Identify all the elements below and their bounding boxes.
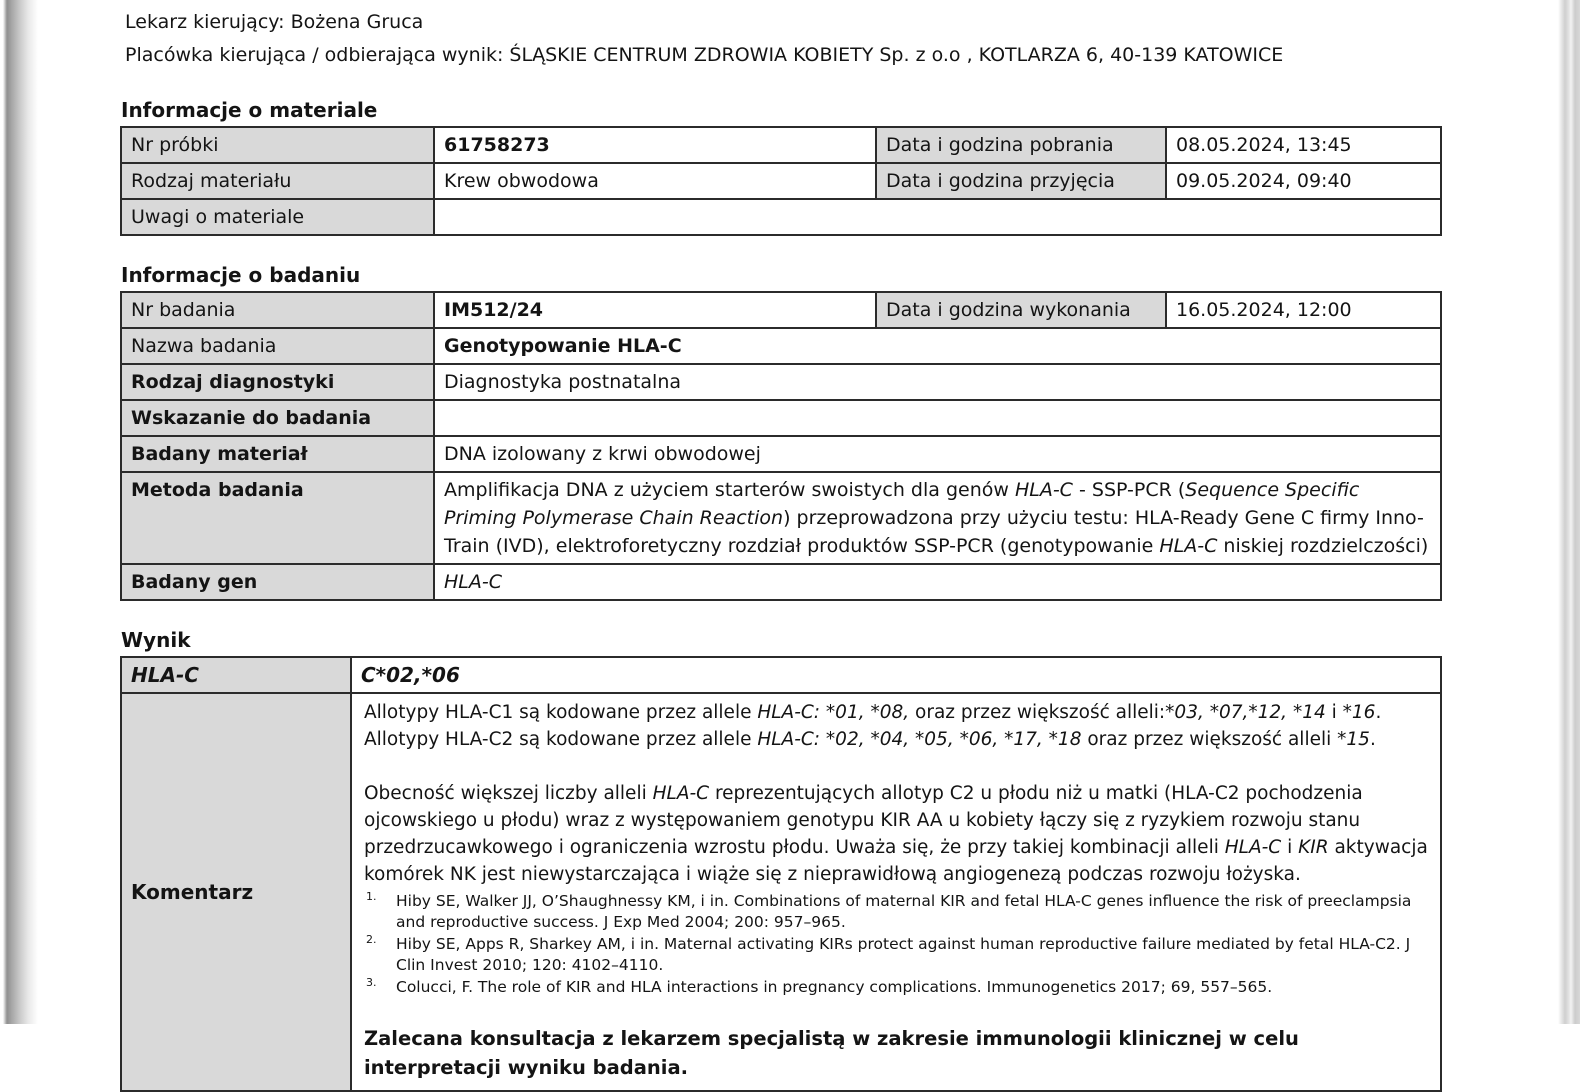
table-row <box>121 364 1441 400</box>
table-row <box>121 657 1441 693</box>
result-genotype-value: C*02,*06 <box>351 657 1441 693</box>
scan-left-edge <box>0 0 38 1024</box>
indication-value <box>434 400 1441 436</box>
tested-gene-value: HLA-C <box>434 564 1441 600</box>
table-row <box>121 436 1441 472</box>
report-page <box>120 6 1440 1092</box>
sample-number-value: 61758273 <box>434 127 876 163</box>
indication-label: Wskazanie do badania <box>121 400 434 436</box>
diagnostics-type-value: Diagnostyka postnatalna <box>434 364 1441 400</box>
tested-material-value: DNA izolowany z krwi obwodowej <box>434 436 1441 472</box>
sample-number-label: Nr próbki <box>121 127 434 163</box>
material-info-table <box>120 126 1442 236</box>
table-row <box>121 564 1441 600</box>
table-row <box>121 292 1441 328</box>
test-info-table <box>120 291 1442 601</box>
received-datetime-value: 09.05.2024, 09:40 <box>1166 163 1441 199</box>
collection-datetime-value: 08.05.2024, 13:45 <box>1166 127 1441 163</box>
table-row <box>121 693 1441 1091</box>
reference-item: 3. Colucci, F. The role of KIR and HLA interactions in pregnancy complications. Immunogenetics 2017; 69, 557–565. <box>366 976 1273 996</box>
material-info-title: Informacje o materiale <box>121 98 378 122</box>
result-gene-label: HLA-C <box>121 657 351 693</box>
diagnostics-type-label: Rodzaj diagnostyki <box>121 364 434 400</box>
table-row <box>121 199 1441 235</box>
material-type-label: Rodzaj materiału <box>121 163 434 199</box>
test-name-value: Genotypowanie HLA-C <box>434 328 1441 364</box>
reference-item: 2. Hiby SE, Apps R, Sharkey AM, i in. Maternal activating KIRs protect against human reproductive failure mediated by fetal HLA-C2. J Clin Invest 2010; 120: 4102–4110. <box>366 933 1411 974</box>
referring-doctor-line: Lekarz kierujący: Bożena Gruca <box>125 11 424 33</box>
comment-allotypes-c1: Allotypy HLA-C1 są kodowane przez allele HLA-C: *01, *08, oraz przez większość alleli:*03, *07,*12, *14 i *16. <box>364 702 1382 723</box>
material-type-value: Krew obwodowa <box>434 163 876 199</box>
comment-label: Komentarz <box>121 693 351 1091</box>
table-row <box>121 163 1441 199</box>
tested-gene-label: Badany gen <box>121 564 434 600</box>
method-label: Metoda badania <box>121 472 434 564</box>
material-notes-label: Uwagi o materiale <box>121 199 434 235</box>
method-value: Amplifikacja DNA z użyciem starterów swoistych dla genów HLA-C - SSP-PCR (Sequence Specific Priming Polymerase Chain Reaction) przeprowadzona przy użyciu testu: HLA-Ready Gene C firmy Inno-Train (IVD), elektroforetyczny rozdział produktów SSP-PCR (genotypowanie HLA-C niskiej rozdzielczości) <box>434 472 1441 564</box>
test-name-label: Nazwa badania <box>121 328 434 364</box>
performed-datetime-value: 16.05.2024, 12:00 <box>1166 292 1441 328</box>
test-number-value: IM512/24 <box>434 292 876 328</box>
tested-material-label: Badany materiał <box>121 436 434 472</box>
table-row <box>121 328 1441 364</box>
facility-line: Placówka kierująca / odbierająca wynik: ŚLĄSKIE CENTRUM ZDROWIA KOBIETY Sp. z o.o , KOTLARZA 6, 40-139 KATOWICE <box>125 44 1284 66</box>
comment-recommendation: Zalecana konsultacja z lekarzem specjalistą w zakresie immunologii klinicznej w celu interpretacji wyniku badania. <box>364 1027 1299 1079</box>
comment-content <box>351 693 1441 1091</box>
received-datetime-label: Data i godzina przyjęcia <box>876 163 1166 199</box>
result-table <box>120 656 1442 1092</box>
performed-datetime-label: Data i godzina wykonania <box>876 292 1166 328</box>
table-row <box>121 127 1441 163</box>
test-info-title: Informacje o badaniu <box>121 263 361 287</box>
result-title: Wynik <box>121 628 191 652</box>
table-row <box>121 472 1441 564</box>
material-notes-value <box>434 199 1441 235</box>
scan-right-edge <box>1558 0 1580 1024</box>
comment-interpretation: Obecność większej liczby alleli HLA-C reprezentujących allotyp C2 u płodu niż u matki (HLA-C2 pochodzenia ojcowskiego u płodu) wraz z występowaniem genotypu KIR AA u kobiety łączy się z ryzykiem rozwoju stanu przedrzucawkowego i ograniczenia wzrostu płodu. Uważa się, że przy takiej kombinacji alleli HLA-C i KIR aktywacja komórek NK jest niewystarczająca i wiąże się z nieprawidłową angiogenezą podczas rozwoju łożyska. <box>364 783 1428 885</box>
table-row <box>121 400 1441 436</box>
comment-references <box>364 891 1428 998</box>
test-number-label: Nr badania <box>121 292 434 328</box>
collection-datetime-label: Data i godzina pobrania <box>876 127 1166 163</box>
reference-item: 1. Hiby SE, Walker JJ, O’Shaughnessy KM, i in. Combinations of maternal KIR and fetal HLA-C genes influence the risk of preeclampsia and reproductive success. J Exp Med 2004; 200: 957–965. <box>366 890 1412 931</box>
comment-allotypes-c2: Allotypy HLA-C2 są kodowane przez allele HLA-C: *02, *04, *05, *06, *17, *18 oraz przez większość alleli *15. <box>364 729 1376 750</box>
